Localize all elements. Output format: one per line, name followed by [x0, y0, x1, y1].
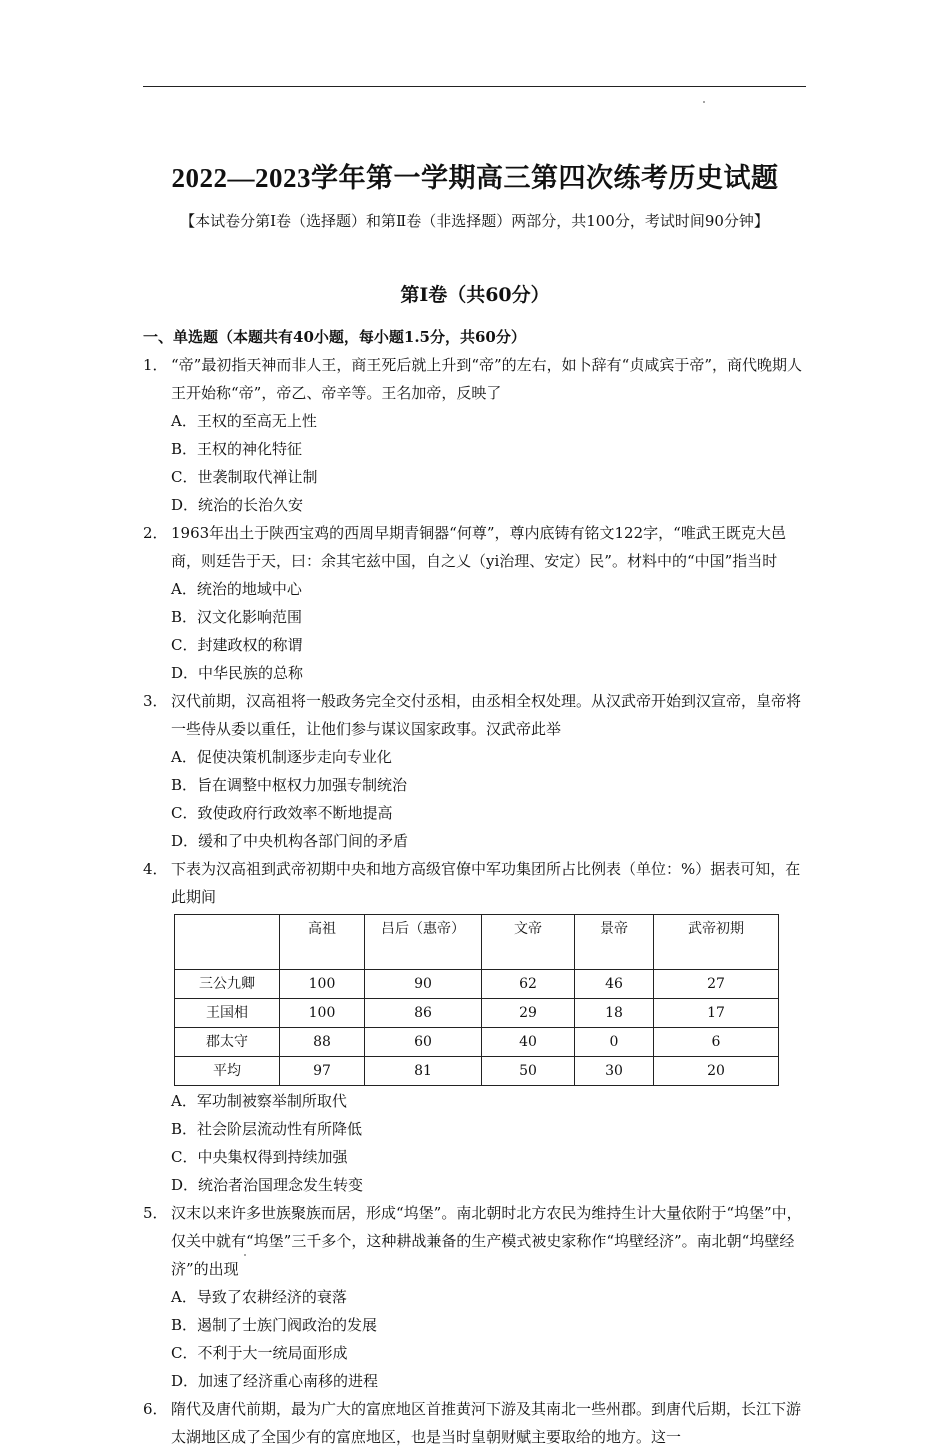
- question-1: [143, 351, 815, 519]
- table-header-cell: 武帝初期: [654, 915, 779, 970]
- question-stem: 隋代及唐代前期，最为广大的富庶地区首推黄河下游及其南北一些州郡。到唐代后期，长江下游太湖地区成了全国少有的富庶地区，也是当时皇朝财赋主要取给的地方。这一: [171, 1400, 802, 1446]
- option-a[interactable]: A．军功制被察举制所取代: [171, 1092, 347, 1110]
- option-a[interactable]: A．王权的至高无上性: [171, 412, 317, 430]
- data-table: [174, 914, 779, 1086]
- table-cell: 18: [575, 999, 654, 1028]
- section-title: 第Ⅰ卷（共60分）: [400, 284, 550, 306]
- question-stem: 1963年出土于陕西宝鸡的西周早期青铜器“何尊”，尊内底铸有铭文122字，“唯武王既克大邑商，则廷告于天，曰：余其宅兹中国，自之乂（yi治理、安定）民”。材料中的“中国”指当时: [171, 524, 786, 570]
- table-cell: 17: [654, 999, 779, 1028]
- table-cell: 46: [575, 970, 654, 999]
- option-c[interactable]: C．中央集权得到持续加强: [171, 1148, 348, 1166]
- option-d[interactable]: D．加速了经济重心南移的进程: [171, 1372, 379, 1390]
- table-header-row: [175, 915, 779, 970]
- option-b[interactable]: B．旨在调整中枢权力加强专制统治: [171, 776, 408, 794]
- options: [171, 1283, 815, 1395]
- table-row: [175, 1057, 779, 1086]
- table-cell: 81: [365, 1057, 482, 1086]
- question-stem: 下表为汉高祖到武帝初期中央和地方高级官僚中军功集团所占比例表（单位：%）据表可知，在此期间: [171, 860, 801, 906]
- question-number: 1．: [143, 356, 168, 374]
- table-row: [175, 999, 779, 1028]
- table-cell: 20: [654, 1057, 779, 1086]
- question-stem: 汉代前期，汉高祖将一般政务完全交付丞相，由丞相全权处理。从汉武帝开始到汉宣帝，皇帝将一些侍从委以重任，让他们参与谋议国家政事。汉武帝此举: [171, 692, 802, 738]
- table-cell: 88: [280, 1028, 365, 1057]
- question-stem: 汉末以来许多世族聚族而居，形成“坞堡”。南北朝时北方农民为维持生计大量依附于“坞堡”中，仅关中就有“坞堡”三千多个，这种耕战兼备的生产模式被史家称作“坞壁经济”。南北朝“坞壁经济”的出现: [171, 1204, 802, 1278]
- question-number: 2．: [143, 524, 168, 542]
- question-4: [143, 855, 815, 1199]
- exam-note: 【本试卷分第Ⅰ卷（选择题）和第Ⅱ卷（非选择题）两部分，共100分，考试时间90分钟】: [180, 212, 769, 230]
- question-stem: “帝”最初指天神而非人王，商王死后就上升到“帝”的左右，如卜辞有“贞咸宾于帝”，商代晚期人王开始称“帝”，帝乙、帝辛等。王名加帝，反映了: [171, 356, 803, 402]
- option-c[interactable]: C．致使政府行政效率不断地提高: [171, 804, 393, 822]
- header-rule: [143, 86, 806, 87]
- table-cell: 40: [482, 1028, 575, 1057]
- option-a[interactable]: A．促使决策机制逐步走向专业化: [171, 748, 392, 766]
- part-heading: 一、单选题（本题共有40小题，每小题1.5分，共60分）: [143, 328, 526, 346]
- table-header-cell: 文帝: [482, 915, 575, 970]
- option-d[interactable]: D．缓和了中央机构各部门间的矛盾: [171, 832, 409, 850]
- question-3: [143, 687, 815, 855]
- option-b[interactable]: B．社会阶层流动性有所降低: [171, 1120, 363, 1138]
- table-cell: 62: [482, 970, 575, 999]
- question-5: [143, 1199, 815, 1395]
- table-cell: 平均: [175, 1057, 280, 1086]
- option-c[interactable]: C．世袭制取代禅让制: [171, 468, 318, 486]
- question-6: [143, 1395, 815, 1451]
- table-cell: 30: [575, 1057, 654, 1086]
- option-a[interactable]: A．导致了农耕经济的衰落: [171, 1288, 347, 1306]
- table-cell: 60: [365, 1028, 482, 1057]
- question-number: 6．: [143, 1400, 168, 1418]
- question-list: [143, 323, 815, 1451]
- table-header-cell: 高祖: [280, 915, 365, 970]
- option-d[interactable]: D．统治的长治久安: [171, 496, 304, 514]
- option-d[interactable]: D．统治者治国理念发生转变: [171, 1176, 364, 1194]
- table-cell: 29: [482, 999, 575, 1028]
- option-c[interactable]: C．不利于大一统局面形成: [171, 1344, 348, 1362]
- table-cell: 郡太守: [175, 1028, 280, 1057]
- question-number: 4．: [143, 860, 168, 878]
- question-number: 5．: [143, 1204, 168, 1222]
- option-d[interactable]: D．中华民族的总称: [171, 664, 304, 682]
- options: [171, 407, 815, 519]
- table-header-cell: 吕后（惠帝）: [365, 915, 482, 970]
- option-b[interactable]: B．汉文化影响范围: [171, 608, 303, 626]
- table-header-cell: [175, 915, 280, 970]
- options: [171, 743, 815, 855]
- option-c[interactable]: C．封建政权的称谓: [171, 636, 303, 654]
- option-a[interactable]: A．统治的地域中心: [171, 580, 302, 598]
- table-cell: 100: [280, 999, 365, 1028]
- options: [171, 1087, 815, 1199]
- table-cell: 100: [280, 970, 365, 999]
- table-cell: 0: [575, 1028, 654, 1057]
- table-cell: 王国相: [175, 999, 280, 1028]
- table-row: [175, 970, 779, 999]
- table-header-cell: 景帝: [575, 915, 654, 970]
- option-b[interactable]: B．王权的神化特征: [171, 440, 303, 458]
- table-cell: 50: [482, 1057, 575, 1086]
- question-2: [143, 519, 815, 687]
- option-b[interactable]: B．遏制了士族门阀政治的发展: [171, 1316, 378, 1334]
- table-cell: 三公九卿: [175, 970, 280, 999]
- table-cell: 27: [654, 970, 779, 999]
- table-cell: 6: [654, 1028, 779, 1057]
- question-number: 3．: [143, 692, 168, 710]
- table-cell: 86: [365, 999, 482, 1028]
- table-cell: 97: [280, 1057, 365, 1086]
- scan-speck: [703, 101, 705, 103]
- exam-title: 2022—2023学年第一学期高三第四次练考历史试题: [171, 163, 779, 193]
- table-cell: 90: [365, 970, 482, 999]
- table-row: [175, 1028, 779, 1057]
- options: [171, 575, 815, 687]
